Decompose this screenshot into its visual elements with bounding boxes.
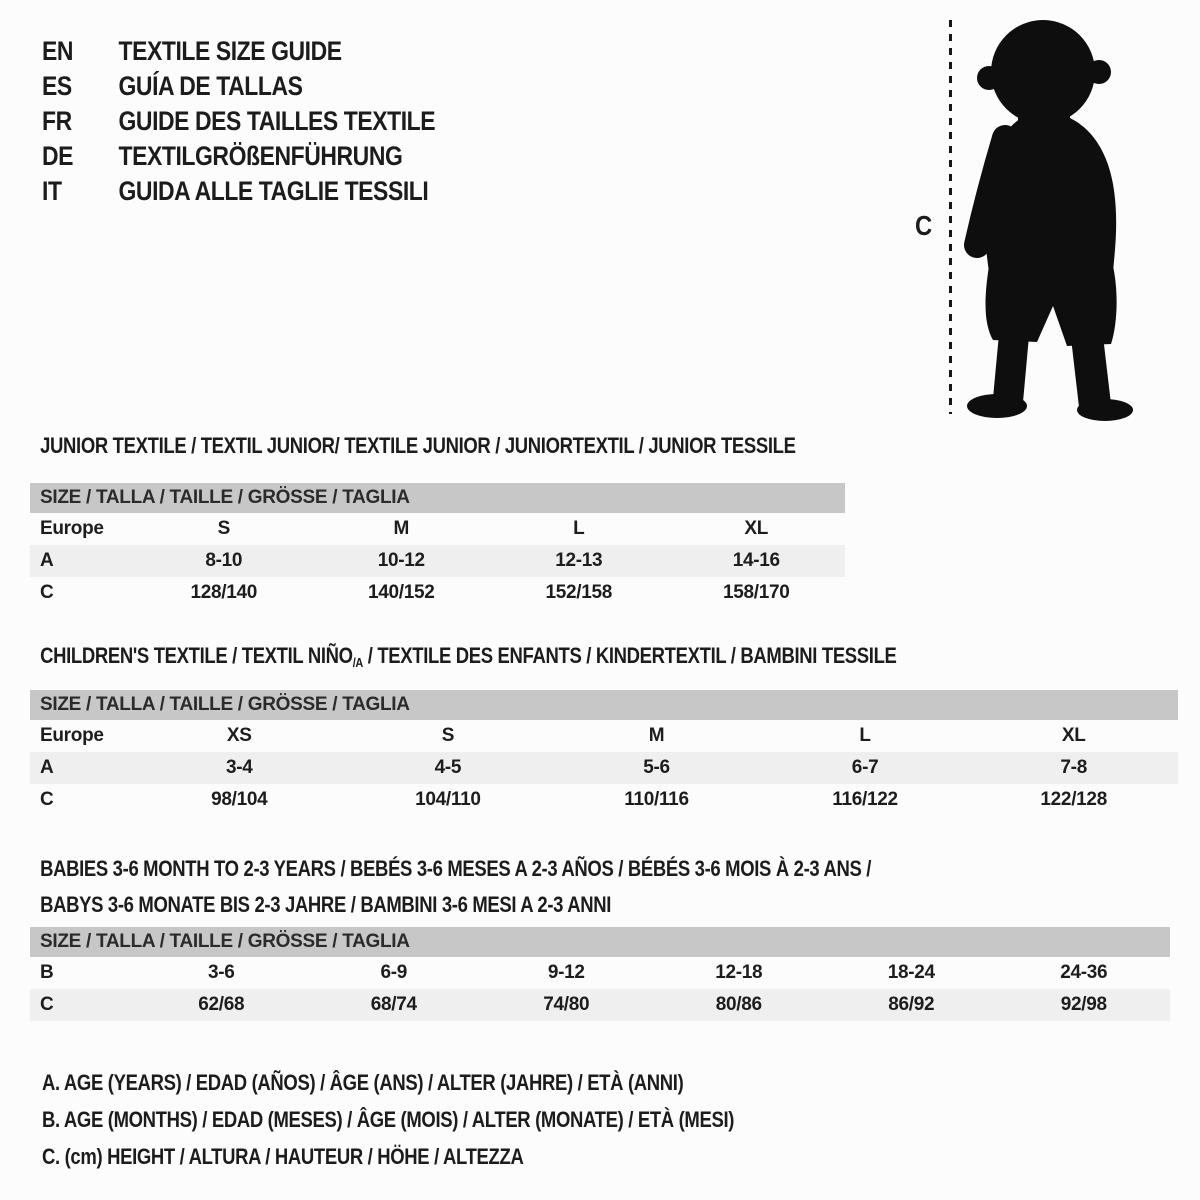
table-cell: 14-16	[668, 545, 846, 577]
heading-text: / TEXTILE DES ENFANTS / KINDERTEXTIL / BAMBINI TESSILE	[362, 643, 897, 668]
table-cell: 80/86	[653, 989, 826, 1021]
table-cell: 116/122	[832, 789, 898, 810]
table-cell: 12-18	[715, 962, 763, 983]
language-code: ES	[42, 71, 72, 101]
table-cell: L	[859, 725, 871, 746]
table-cell: M	[648, 725, 665, 746]
table-row-height-cm	[30, 989, 1170, 1021]
size-bar	[30, 927, 1170, 957]
language-list	[42, 34, 505, 209]
table-row-age-months	[30, 957, 1170, 989]
junior-section-heading: JUNIOR TEXTILE / TEXTIL JUNIOR/ TEXTILE JUNIOR / JUNIORTEXTIL / JUNIOR TESSILE	[40, 433, 796, 458]
heading-text: CHILDREN'S TEXTILE / TEXTIL NIÑO	[40, 643, 353, 668]
guide-title-en: TEXTILE SIZE GUIDE	[118, 36, 342, 66]
row-label: C	[40, 789, 54, 810]
language-row-it	[42, 174, 435, 209]
guide-title-it: GUIDA ALLE TAGLIE TESSILI	[118, 176, 429, 206]
table-cell: 7-8	[969, 752, 1178, 784]
childrens-textile-section	[30, 643, 1200, 833]
size-bar-label: SIZE / TALLA / TAILLE / GRÖSSE / TAGLIA	[30, 927, 1170, 957]
table-cell: L	[573, 518, 585, 539]
language-code: FR	[42, 106, 72, 136]
language-code: IT	[42, 176, 62, 206]
size-bar	[30, 690, 1178, 720]
table-cell: 4-5	[344, 752, 553, 784]
legend-age-months: B. AGE (MONTHS) / EDAD (MESES) / ÂGE (MOIS) / ALTER (MONATE) / ETÀ (MESI)	[42, 1107, 735, 1132]
table-row-age-years	[30, 752, 1178, 784]
table-cell: 18-24	[887, 962, 935, 983]
table-cell: 12-13	[490, 545, 668, 577]
row-label: Europe	[40, 518, 104, 539]
table-cell: 110/116	[624, 789, 689, 810]
table-cell: 3-4	[135, 752, 344, 784]
guide-title-fr: GUIDE DES TAILLES TEXTILE	[118, 106, 436, 136]
language-row-en	[42, 34, 435, 69]
size-bar	[30, 483, 845, 513]
babies-textile-section	[30, 851, 1200, 1061]
table-cell: 122/128	[1040, 789, 1107, 810]
junior-size-table	[30, 483, 845, 609]
row-label: C	[40, 582, 54, 603]
row-label: A	[30, 752, 135, 784]
table-cell: 74/80	[480, 989, 653, 1021]
table-row-height-cm	[30, 577, 845, 609]
table-cell: M	[393, 518, 410, 539]
table-cell: 3-6	[207, 962, 235, 983]
language-row-fr	[42, 104, 435, 139]
height-measure-dashed-line	[949, 20, 952, 414]
table-cell: S	[217, 518, 230, 539]
table-cell: XL	[1061, 725, 1086, 746]
table-cell: 9-12	[547, 962, 585, 983]
babies-section-heading-line2: BABYS 3-6 MONATE BIS 2-3 JAHRE / BAMBINI 3-6 MESI A 2-3 ANNI	[40, 892, 612, 917]
table-row-europe	[30, 513, 845, 545]
table-cell: XL	[744, 518, 769, 539]
table-cell: 140/152	[367, 582, 435, 603]
guide-title-es: GUÍA DE TALLAS	[118, 71, 303, 101]
heading-subscript: /A	[352, 655, 363, 670]
table-row-age-years	[30, 545, 845, 577]
table-row-height-cm	[30, 784, 1178, 816]
row-label: C	[30, 989, 135, 1021]
table-cell: 24-36	[1060, 962, 1108, 983]
table-cell: 10-12	[313, 545, 491, 577]
row-label: B	[40, 962, 54, 983]
toddler-silhouette-icon	[963, 14, 1145, 422]
childrens-size-table	[30, 690, 1178, 816]
table-cell: 5-6	[552, 752, 761, 784]
table-cell: 6-7	[761, 752, 970, 784]
childrens-section-heading	[30, 643, 1013, 676]
table-cell: 86/92	[825, 989, 998, 1021]
row-label: A	[30, 545, 135, 577]
table-cell: XS	[226, 725, 252, 746]
size-bar-label: SIZE / TALLA / TAILLE / GRÖSSE / TAGLIA	[30, 690, 1178, 720]
table-cell: 158/170	[722, 582, 790, 603]
legend-height-cm: C. (cm) HEIGHT / ALTURA / HAUTEUR / HÖHE / ALTEZZA	[42, 1144, 524, 1169]
table-cell: 62/68	[135, 989, 308, 1021]
table-cell: 128/140	[190, 582, 258, 603]
size-bar-label: SIZE / TALLA / TAILLE / GRÖSSE / TAGLIA	[30, 483, 845, 513]
measurement-legend	[42, 1064, 866, 1175]
table-cell: 68/74	[308, 989, 481, 1021]
language-code: DE	[42, 141, 74, 171]
language-row-es	[42, 69, 435, 104]
legend-age-years: A. AGE (YEARS) / EDAD (AÑOS) / ÂGE (ANS) / ALTER (JAHRE) / ETÀ (ANNI)	[42, 1070, 684, 1095]
babies-size-table	[30, 927, 1170, 1021]
language-row-de	[42, 139, 435, 174]
table-cell: 6-9	[380, 962, 408, 983]
table-cell: 8-10	[135, 545, 313, 577]
table-cell: 104/110	[415, 789, 481, 810]
height-measure-label: C	[915, 210, 933, 241]
row-label: Europe	[40, 725, 104, 746]
table-row-europe	[30, 720, 1178, 752]
table-cell: 152/158	[545, 582, 613, 603]
guide-title-de: TEXTILGRÖßENFÜHRUNG	[118, 141, 403, 171]
table-cell: 92/98	[998, 989, 1171, 1021]
language-code: EN	[42, 36, 74, 66]
table-cell: S	[441, 725, 455, 746]
junior-textile-section	[30, 433, 1200, 623]
babies-section-heading-line1: BABIES 3-6 MONTH TO 2-3 YEARS / BEBÉS 3-6 MESES A 2-3 AÑOS / BÉBÉS 3-6 MOIS À 2-3 ANS /	[40, 856, 872, 881]
table-cell: 98/104	[211, 789, 268, 810]
